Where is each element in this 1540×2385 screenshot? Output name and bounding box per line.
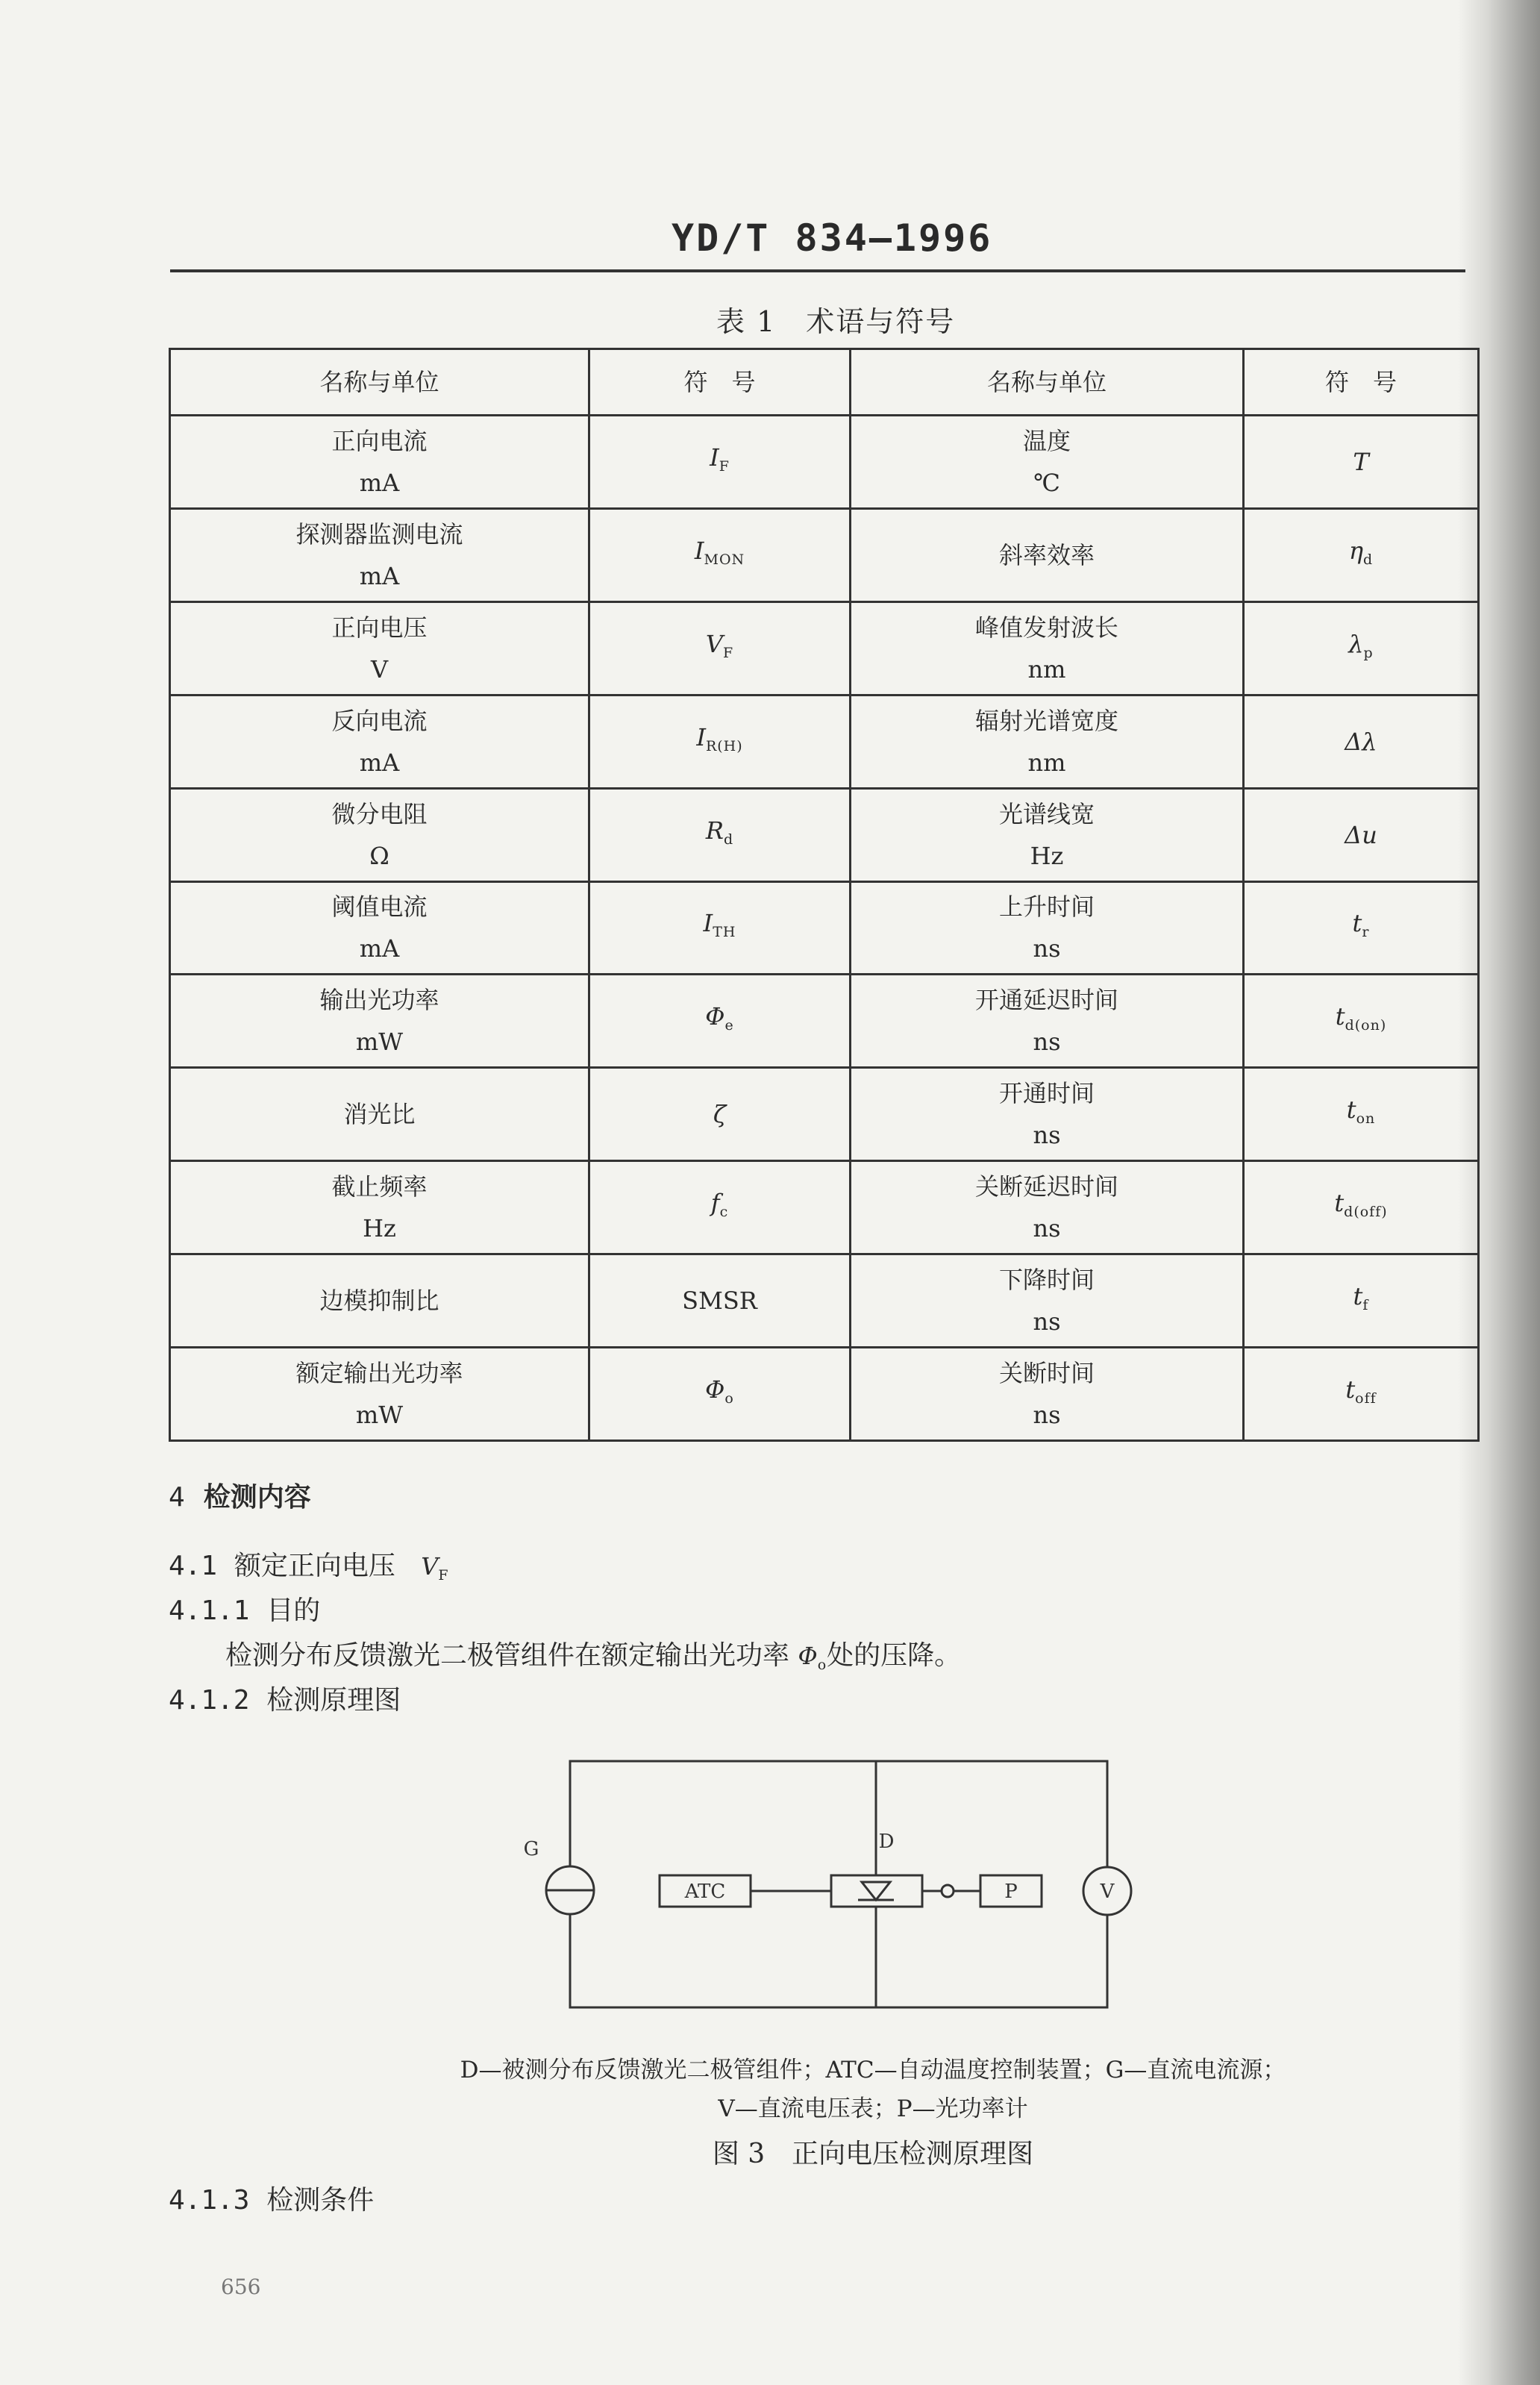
section-number: 4.1.3 <box>169 2185 250 2216</box>
section-title: 目的 <box>266 1595 321 1626</box>
term-name: 截止频率 <box>331 1172 428 1201</box>
term-name: 阈值电流 <box>331 893 428 922</box>
term-unit: mW <box>355 1028 404 1057</box>
section-title: 检测条件 <box>266 2185 375 2216</box>
section-number: 4.1.1 <box>169 1595 250 1626</box>
symbol-cell-r <box>1244 881 1479 975</box>
symbol-cell-r <box>1244 975 1479 1068</box>
symbol: Δλ <box>1345 727 1377 756</box>
header-rule <box>170 269 1465 272</box>
name-unit-cell-r <box>851 416 1244 509</box>
symbol-subscript: d(on) <box>1345 1017 1387 1034</box>
term-unit: mW <box>355 1401 404 1430</box>
name-unit-cell-r <box>851 788 1244 881</box>
name-unit-cell-r <box>851 601 1244 695</box>
term-unit: ns <box>1033 1028 1061 1057</box>
term-name: 斜率效率 <box>998 540 1095 569</box>
symbol-cell-l <box>589 1348 851 1441</box>
symbol-subscript: p <box>1363 644 1374 661</box>
term-name: 额定输出光功率 <box>295 1359 463 1388</box>
symbol-subscript: TH <box>713 924 736 941</box>
term-name: 正向电流 <box>331 426 428 455</box>
name-unit-cell-r <box>851 1068 1244 1161</box>
figure-title: 图 3 正向电压检测原理图 <box>712 2139 1034 2169</box>
symbol: T <box>1353 447 1369 476</box>
table-row <box>170 1348 1479 1441</box>
forward-voltage-test-circuit-diagram <box>522 1754 1142 2030</box>
symbol-cell-r <box>1244 695 1479 788</box>
term-name: 下降时间 <box>998 1266 1095 1295</box>
name-unit-cell-l <box>170 788 589 881</box>
symbol-subscript: d <box>723 831 734 848</box>
symbol: f <box>710 1189 720 1218</box>
section-4-heading <box>169 1476 311 1514</box>
symbol-subscript: r <box>1362 924 1370 941</box>
table-row <box>170 1068 1479 1161</box>
term-unit: mA <box>359 468 400 497</box>
term-name: 关断时间 <box>998 1359 1095 1388</box>
name-unit-cell-r <box>851 1348 1244 1441</box>
symbol: t <box>1346 1095 1356 1125</box>
section-number: 4.1 <box>169 1551 218 1581</box>
symbol: I <box>696 722 706 751</box>
name-unit-cell-r <box>851 695 1244 788</box>
laser-diode-d-box <box>831 1875 922 1907</box>
term-unit: ns <box>1033 1214 1061 1243</box>
term-unit: ns <box>1033 1307 1061 1337</box>
section-4-1-1-body <box>225 1634 961 1673</box>
term-name: 反向电流 <box>331 706 428 735</box>
symbol-subscript: f <box>1362 1297 1369 1314</box>
term-unit: Hz <box>1030 841 1064 870</box>
term-name: 微分电阻 <box>331 799 428 828</box>
symbol-subscript: F <box>438 1567 449 1584</box>
label-v: V <box>1100 1881 1115 1903</box>
term-unit: mA <box>359 561 400 590</box>
label-g: G <box>523 1838 539 1860</box>
label-atc: ATC <box>684 1881 726 1903</box>
table-row <box>170 508 1479 601</box>
section-title: 检测原理图 <box>266 1685 401 1716</box>
section-title: 检测内容 <box>203 1482 311 1513</box>
name-unit-cell-l <box>170 416 589 509</box>
table-row <box>170 975 1479 1068</box>
name-unit-cell-r <box>851 1161 1244 1254</box>
figure-caption-legend-line2: V—直流电压表；P—光功率计 <box>718 2095 1028 2122</box>
table-title: 表 1 术语与符号 <box>716 305 956 338</box>
name-unit-cell-l <box>170 601 589 695</box>
term-unit: nm <box>1027 654 1066 684</box>
term-name: 光谱线宽 <box>998 799 1095 828</box>
term-unit: nm <box>1027 748 1066 777</box>
symbol-subscript: o <box>817 1657 827 1673</box>
name-unit-cell-l <box>170 508 589 601</box>
symbol-cell-r <box>1244 416 1479 509</box>
term-unit: mA <box>359 934 400 963</box>
table-header-row <box>170 349 1479 416</box>
symbol-cell-r <box>1244 508 1479 601</box>
symbol-cell-l <box>589 601 851 695</box>
symbol-cell-l <box>589 695 851 788</box>
symbol-cell-r <box>1244 1068 1479 1161</box>
page-number: 656 <box>221 2275 261 2299</box>
table-row <box>170 416 1479 509</box>
symbol: η <box>1348 536 1363 565</box>
name-unit-cell-r <box>851 975 1244 1068</box>
term-unit: mA <box>359 748 400 777</box>
symbol-cell-r <box>1244 1254 1479 1348</box>
symbol: SMSR <box>682 1287 757 1316</box>
symbol-cell-r <box>1244 1348 1479 1441</box>
term-unit: Hz <box>363 1214 396 1243</box>
body-text-part: 处的压降。 <box>827 1640 962 1671</box>
symbol: t <box>1335 1002 1345 1031</box>
term-name: 消光比 <box>343 1100 416 1129</box>
name-unit-cell-l <box>170 695 589 788</box>
term-name: 输出光功率 <box>319 986 439 1015</box>
symbol-cell-r <box>1244 788 1479 881</box>
name-unit-cell-l <box>170 1068 589 1161</box>
symbol-subscript: on <box>1356 1110 1376 1128</box>
name-unit-cell-r <box>851 508 1244 601</box>
term-unit: ℃ <box>1033 468 1060 497</box>
symbol-cell-l <box>589 508 851 601</box>
section-4-1-2-heading <box>169 1679 401 1717</box>
symbol: t <box>1345 1375 1356 1404</box>
term-name: 峰值发射波长 <box>974 613 1118 642</box>
section-number: 4.1.2 <box>169 1685 250 1716</box>
name-unit-cell-l <box>170 1348 589 1441</box>
label-p: P <box>1004 1881 1018 1903</box>
term-name: 边模抑制比 <box>319 1287 439 1316</box>
term-unit: ns <box>1033 1121 1061 1150</box>
table-row <box>170 788 1479 881</box>
name-unit-cell-l <box>170 1254 589 1348</box>
fiber-connector <box>942 1885 954 1897</box>
name-unit-cell-r <box>851 881 1244 975</box>
term-name: 开通延迟时间 <box>974 986 1118 1015</box>
symbol-cell-l <box>589 1161 851 1254</box>
symbol-cell-r <box>1244 601 1479 695</box>
term-name: 正向电压 <box>331 613 428 642</box>
symbol: t <box>1353 1282 1363 1311</box>
table-row <box>170 1254 1479 1348</box>
term-name: 关断延迟时间 <box>974 1172 1118 1201</box>
term-unit: ns <box>1033 934 1061 963</box>
table-row <box>170 601 1479 695</box>
term-name: 开通时间 <box>998 1079 1095 1108</box>
header-name-unit-right: 名称与单位 <box>851 349 1244 416</box>
symbol-subscript: F <box>719 457 730 475</box>
symbol: V <box>421 1552 439 1581</box>
symbol: t <box>1352 909 1362 938</box>
section-number: 4 <box>169 1482 185 1513</box>
name-unit-cell-l <box>170 1161 589 1254</box>
symbol-subscript: c <box>719 1204 729 1221</box>
symbol: Φ <box>705 1375 725 1404</box>
symbol: t <box>1334 1189 1345 1218</box>
terms-symbols-table <box>169 348 1480 1442</box>
symbol: R <box>705 816 724 845</box>
symbol: ζ <box>713 1100 727 1129</box>
figure-caption-legend-line1: D—被测分布反馈激光二极管组件；ATC—自动温度控制装置；G—直流电流源； <box>460 2057 1286 2084</box>
symbol-cell-l <box>589 788 851 881</box>
symbol-subscript: R(H) <box>705 737 743 754</box>
symbol: Φ <box>798 1642 818 1670</box>
term-unit: ns <box>1033 1401 1061 1430</box>
standard-code-header: YD/T 834—1996 <box>672 216 993 260</box>
section-4-1-1-heading <box>169 1590 320 1628</box>
table-row <box>170 695 1479 788</box>
symbol: I <box>694 536 704 565</box>
symbol: Δu <box>1345 820 1377 849</box>
symbol: I <box>710 443 719 472</box>
symbol-cell-l <box>589 975 851 1068</box>
symbol-subscript: d(off) <box>1344 1204 1388 1221</box>
symbol-cell-l <box>589 416 851 509</box>
body-text-part: 检测分布反馈激光二极管组件在额定输出光功率 <box>225 1640 798 1671</box>
section-4-1-3-heading <box>169 2179 374 2217</box>
header-symbol-left: 符 号 <box>589 349 851 416</box>
table-row <box>170 1161 1479 1254</box>
symbol-cell-l <box>589 1254 851 1348</box>
symbol-subscript: o <box>724 1390 734 1407</box>
name-unit-cell-l <box>170 881 589 975</box>
section-title: 额定正向电压 <box>234 1551 395 1581</box>
table-row <box>170 881 1479 975</box>
term-unit: Ω <box>369 841 389 870</box>
symbol: I <box>703 909 713 938</box>
name-unit-cell-r <box>851 1254 1244 1348</box>
symbol: λ <box>1348 629 1364 658</box>
symbol: V <box>705 629 723 658</box>
term-name: 探测器监测电流 <box>295 519 463 548</box>
name-unit-cell-l <box>170 975 589 1068</box>
symbol-cell-r <box>1244 1161 1479 1254</box>
symbol-subscript: e <box>724 1017 734 1034</box>
header-name-unit-left: 名称与单位 <box>170 349 589 416</box>
symbol-cell-l <box>589 1068 851 1161</box>
symbol: Φ <box>705 1002 725 1031</box>
term-name: 温度 <box>1022 426 1071 455</box>
header-symbol-right: 符 号 <box>1244 349 1479 416</box>
label-d: D <box>878 1831 895 1853</box>
symbol-subscript: MON <box>704 551 745 568</box>
symbol-subscript: off <box>1355 1390 1377 1407</box>
term-unit: V <box>370 654 389 684</box>
term-name: 上升时间 <box>998 893 1095 922</box>
symbol-subscript: F <box>722 644 734 661</box>
symbol-cell-l <box>589 881 851 975</box>
term-name: 辐射光谱宽度 <box>974 706 1118 735</box>
symbol-subscript: d <box>1363 551 1374 568</box>
section-4-1-heading <box>169 1545 449 1584</box>
